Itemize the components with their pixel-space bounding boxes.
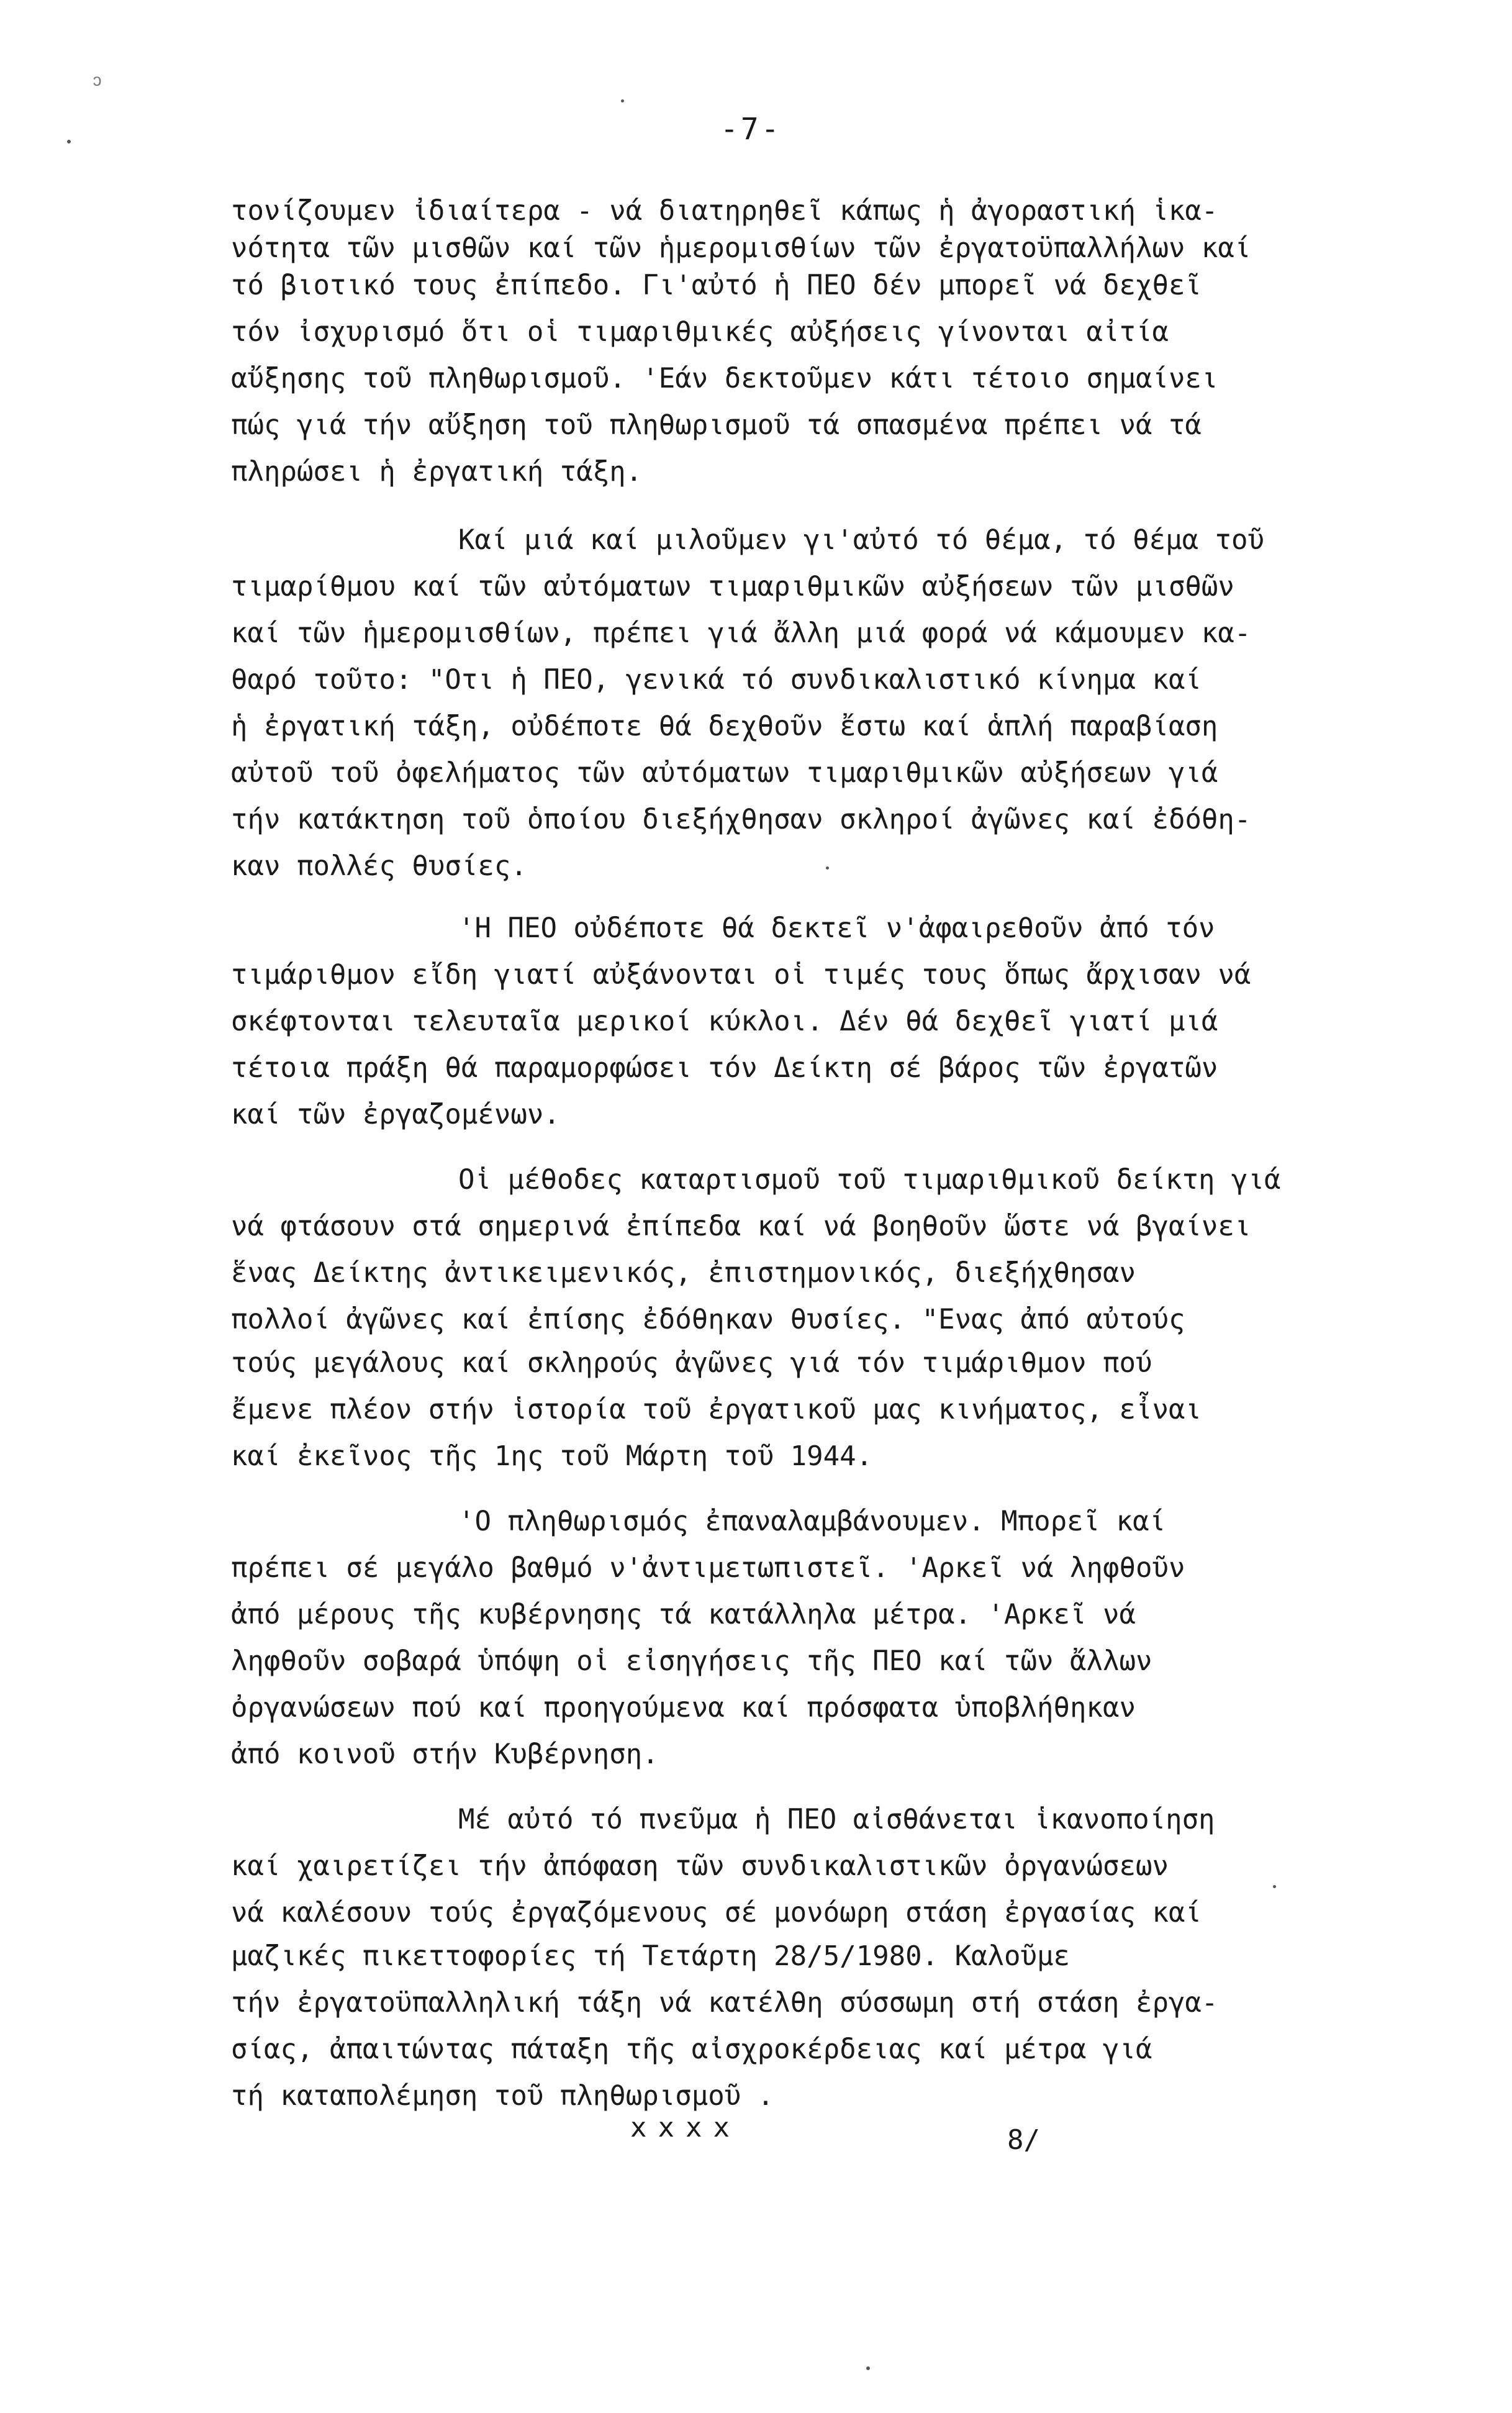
text-line: ἡ ἐργατική τάξη, οὐδέποτε θά δεχθοῦν ἔστω καί ἁπλή παραβίαση [231, 711, 1218, 742]
text-line: τό βιοτικό τους ἐπίπεδο. Γι'αὐτό ἡ ΠΕΟ δέν μπορεῖ νά δεχθεῖ [231, 270, 1202, 301]
text-line: πληρώσει ἡ ἐργατική τάξη. [231, 456, 643, 488]
text-line: καν πολλές θυσίες. [231, 850, 527, 882]
text-line: θαρό τοῦτο: "Οτι ἡ ΠΕΟ, γενικά τό συνδικαλιστικό κίνημα καί [231, 664, 1202, 696]
text-line: καί χαιρετίζει τήν ἀπόφαση τῶν συνδικαλιστικῶν ὀργανώσεων [231, 1850, 1169, 1882]
text-line: σίας, ἀπαιτώντας πάταξη τῆς αἰσχροκέρδειας καί μέτρα γιά [231, 2034, 1152, 2065]
page-number: -7- [720, 112, 782, 147]
text-line: τονίζουμεν ἰδιαίτερα - νά διατηρηθεῖ κάπως ἡ ἀγοραστική ἱκα- [231, 195, 1218, 227]
text-line: πώς γιά τήν αὔξηση τοῦ πληθωρισμοῦ τά σπασμένα πρέπει νά τά [231, 409, 1202, 441]
text-line: αὔξησης τοῦ πληθωρισμοῦ. 'Εάν δεκτοῦμεν κάτι τέτοιο σημαίνει [231, 363, 1218, 394]
section-separator: xxxx [630, 2112, 741, 2143]
text-line: τιμαρίθμου καί τῶν αὐτόματων τιμαριθμικῶν αὐξήσεων τῶν μισθῶν [231, 571, 1234, 602]
text-line: ὀργανώσεων πού καί προηγούμενα καί πρόσφατα ὑποβλήθηκαν [231, 1692, 1136, 1724]
scan-speck [621, 99, 624, 102]
text-line: τόν ἰσχυρισμό ὅτι οἱ τιμαριθμικές αὐξήσεις γίνονται αἰτία [231, 316, 1169, 348]
text-line: 'Η ΠΕΟ οὐδέποτε θά δεκτεῖ ν'ἀφαιρεθοῦν ἀπό τόν [458, 912, 1215, 944]
text-line: νότητα τῶν μισθῶν καί τῶν ἡμερομισθίων τῶν ἐργατοϋπαλλήλων καί [231, 232, 1251, 264]
continued-page-marker: 8/ [1007, 2124, 1040, 2156]
scan-speck [67, 140, 71, 143]
text-line: 'Ο πληθωρισμός ἐπαναλαμβάνουμεν. Μπορεῖ καί [458, 1506, 1166, 1537]
text-line: τιμάριθμον εἴδη γιατί αὐξάνονται οἱ τιμές τους ὅπως ἄρχισαν νά [231, 959, 1251, 991]
text-line: καί ἐκεῖνος τῆς 1ης τοῦ Μάρτη τοῦ 1944. [231, 1440, 873, 1472]
scan-speck [866, 2366, 870, 2370]
text-line: καί τῶν ἡμερομισθίων, πρέπει γιά ἄλλη μιά φορά νά κάμουμεν κα- [231, 617, 1251, 649]
text-line: τούς μεγάλους καί σκληρούς ἀγῶνες γιά τόν τιμάριθμον πού [231, 1347, 1152, 1379]
text-line: αὐτοῦ τοῦ ὀφελήματος τῶν αὐτόματων τιμαριθμικῶν αὐξήσεων γιά [231, 757, 1218, 789]
text-line: ἔμενε πλέον στήν ἱστορία τοῦ ἐργατικοῦ μας κινήματος, εἶναι [231, 1394, 1202, 1425]
text-line: μαζικές πικεττοφορίες τή Τετάρτη 28/5/1980. Καλοῦμε [231, 1940, 1071, 1972]
text-line: ἀπό κοινοῦ στήν Κυβέρνηση. [231, 1738, 659, 1770]
text-line: τέτοια πράξη θά παραμορφώσει τόν Δείκτη σέ βάρος τῶν ἐργατῶν [231, 1052, 1218, 1084]
text-line: Οἱ μέθοδες καταρτισμοῦ τοῦ τιμαριθμικοῦ δείκτη γιά [458, 1164, 1281, 1196]
corner-mark: ↄ [92, 70, 102, 90]
text-line: νά καλέσουν τούς ἐργαζόμενους σέ μονόωρη στάση ἐργασίας καί [231, 1897, 1202, 1929]
text-line: ἕνας Δείκτης ἀντικειμενικός, ἐπιστημονικός, διεξήχθησαν [231, 1257, 1136, 1289]
text-line: ἀπό μέρους τῆς κυβέρνησης τά κατάλληλα μέτρα. 'Αρκεῖ νά [231, 1599, 1136, 1630]
text-line: τή καταπολέμηση τοῦ πληθωρισμοῦ . [231, 2080, 774, 2112]
text-line: σκέφτονται τελευταῖα μερικοί κύκλοι. Δέν θά δεχθεῖ γιατί μιά [231, 1006, 1218, 1037]
text-line: καί τῶν ἐργαζομένων. [231, 1099, 560, 1130]
scan-speck [1273, 1885, 1276, 1888]
scan-speck [826, 866, 829, 870]
text-line: πρέπει σέ μεγάλο βαθμό ν'ἀντιμετωπιστεῖ. 'Αρκεῖ νά ληφθοῦν [231, 1552, 1185, 1584]
text-line: πολλοί ἀγῶνες καί ἐπίσης ἐδόθηκαν θυσίες. "Ενας ἀπό αὐτούς [231, 1304, 1185, 1335]
text-line: τήν κατάκτηση τοῦ ὁποίου διεξήχθησαν σκληροί ἀγῶνες καί ἐδόθη- [231, 804, 1251, 835]
text-line: ληφθοῦν σοβαρά ὑπόψη οἱ εἰσηγήσεις τῆς ΠΕΟ καί τῶν ἄλλων [231, 1645, 1152, 1677]
text-line: νά φτάσουν στά σημερινά ἐπίπεδα καί νά βοηθοῦν ὥστε νά βγαίνει [231, 1211, 1251, 1242]
text-line: Μέ αὐτό τό πνεῦμα ἡ ΠΕΟ αἰσθάνεται ἱκανοποίηση [458, 1804, 1215, 1835]
text-line: Καί μιά καί μιλοῦμεν γι'αὐτό τό θέμα, τό θέμα τοῦ [458, 524, 1265, 556]
text-line: τήν ἐργατοϋπαλληλική τάξη νά κατέλθη σύσσωμη στή στάση ἐργα- [231, 1987, 1218, 2019]
